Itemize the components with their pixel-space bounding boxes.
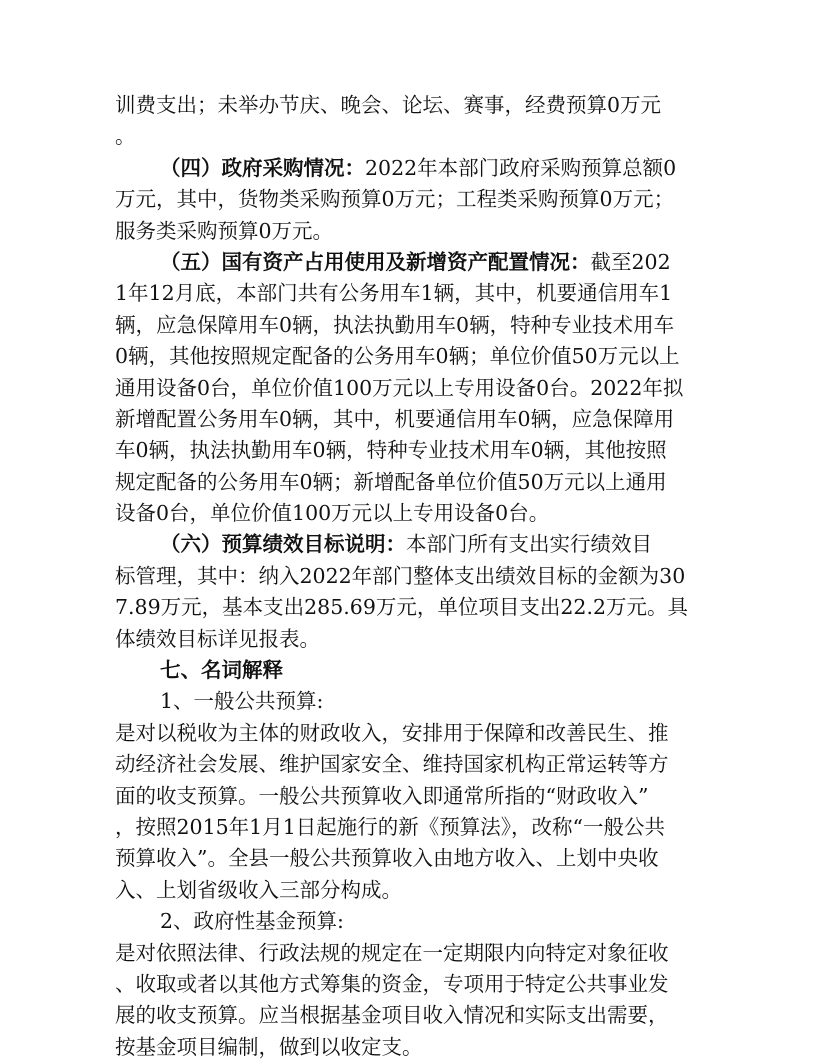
text-line: 预算收入”。全县一般公共预算收入由地方收入、上划中央收 [115, 846, 659, 871]
chapter-heading: 七、名词解释 [160, 658, 283, 683]
text-line: 设备0台，单位价值100万元以上专用设备0台。 [115, 501, 550, 526]
section-line [115, 247, 707, 278]
text-line: 。 [115, 124, 136, 149]
text-line: ，按照2015年1月1日起施行的新《预算法》，改称“一般公共 [115, 814, 665, 839]
text-line: 1年12月底，本部门共有公务用车1辆，其中，机要通信用车1 [115, 281, 673, 306]
text-run: 本部门所有支出实行绩效目 [406, 532, 652, 557]
text-line: 0辆，其他按照规定配备的公务用车0辆；单位价值50万元以上 [115, 344, 680, 369]
section-line [115, 529, 707, 560]
text-line: 辆，应急保障用车0辆，执法执勤用车0辆，特种专业技术用车 [115, 312, 675, 337]
text-line: 标管理，其中：纳入2022年部门整体支出绩效目标的金额为30 [115, 563, 686, 588]
text-line: 规定配备的公务用车0辆；新增配备单位价值50万元以上通用 [115, 469, 667, 494]
section-line [115, 153, 707, 184]
text-line: 是对依照法律、行政法规的规定在一定期限内向特定对象征收 [115, 940, 669, 965]
term-title: 1、一般公共预算: [160, 689, 324, 714]
text-line: 展的收支预算。应当根据基金项目收入情况和实际支出需要， [115, 1003, 669, 1028]
text-line: 新增配置公务用车0辆，其中，机要通信用车0辆，应急保障用 [115, 406, 675, 431]
text-line: 、收取或者以其他方式筹集的资金，专项用于特定公共事业发 [115, 971, 669, 996]
section-heading: （六）预算绩效目标说明： [160, 532, 406, 557]
text-line: 动经济社会发展、维护国家安全、维持国家机构正常运转等方 [115, 752, 669, 777]
text-line: 万元，其中，货物类采购预算0万元；工程类采购预算0万元； [115, 187, 675, 212]
text-run: 截至202 [590, 249, 671, 274]
text-line: 按基金项目编制，做到以收定支。 [115, 1034, 423, 1059]
text-line: 体绩效目标详见报表。 [115, 626, 320, 651]
text-line: 7.89万元，基本支出285.69万元，单位项目支出22.2万元。具 [115, 595, 689, 620]
text-line: 通用设备0台，单位价值100万元以上专用设备0台。2022年拟 [115, 375, 684, 400]
text-line: 车0辆，执法执勤用车0辆，特种专业技术用车0辆，其他按照 [115, 438, 667, 463]
text-run: 2022年本部门政府采购预算总额0 [365, 155, 677, 180]
document-page [115, 90, 707, 1063]
text-line: 服务类采购预算0万元。 [115, 218, 334, 243]
term-title: 2、政府性基金预算: [160, 909, 344, 934]
text-line: 入、上划省级收入三部分构成。 [115, 877, 402, 902]
text-line: 训费支出；未举办节庆、晚会、论坛、赛事，经费预算0万元 [115, 93, 662, 117]
section-heading: （四）政府采购情况： [160, 155, 365, 180]
section-heading: （五）国有资产占用使用及新增资产配置情况： [160, 249, 591, 274]
text-line: 是对以税收为主体的财政收入，安排用于保障和改善民生、推 [115, 720, 669, 745]
text-line: 面的收支预算。一般公共预算收入即通常所指的“财政收入” [115, 783, 649, 808]
